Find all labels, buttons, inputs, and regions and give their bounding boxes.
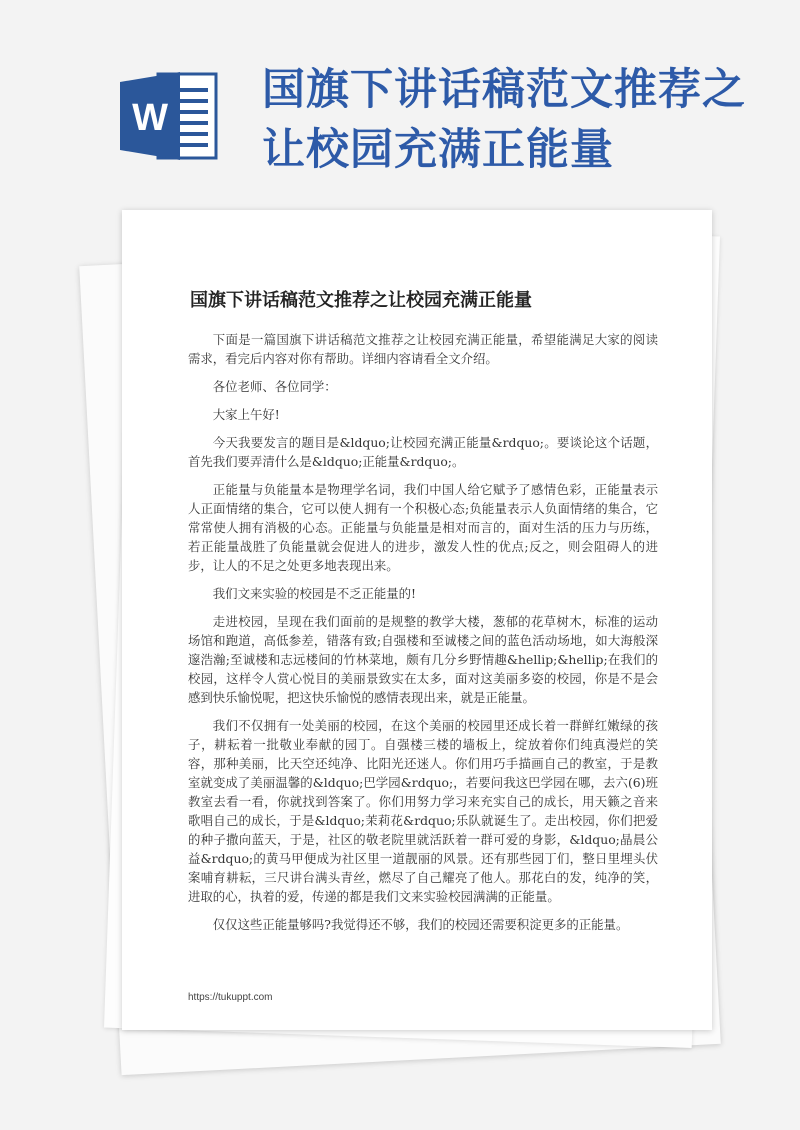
- paragraph: 我们不仅拥有一处美丽的校园，在这个美丽的校园里还成长着一群鲜红嫩绿的孩子，耕耘着一批敬业奉献的园丁。自强楼三楼的墙板上，绽放着你们纯真漫烂的笑容，那种美丽，比天空还纯净、比阳光还迷人。你们用巧手描画自己的教室，于是教室就变成了美丽温馨的&ldquo;巴学园&rdquo;，若要问我这巴学园在哪，去六(6)班教室去看一看，你就找到答案了。你们用努力学习来充实自己的成长，用天籁之音来歌唱自己的成长，于是&ldquo;茉莉花&rdquo;乐队就诞生了。走出校园，你们把爱的种子撒向蓝天，于是，社区的敬老院里就活跃着一群可爱的身影，&ldquo;晶晨公益&rdquo;的黄马甲便成为社区里一道靓丽的风景。还有那些园丁们，整日里埋头伏案哺育耕耘，三尺讲台满头青丝，燃尽了自己耀亮了他人。那花白的发，纯净的笑，进取的心，执着的爱，传递的都是我们文来实验校园满满的正能量。: [188, 718, 658, 904]
- document-title: 国旗下讲话稿范文推荐之让校园充满正能量: [190, 290, 532, 311]
- page-title: 国旗下讲话稿范文推荐之让校园充满正能量: [262, 65, 746, 175]
- paragraph: 仅仅这些正能量够吗?我觉得还不够，我们的校园还需要积淀更多的正能量。: [212, 917, 629, 932]
- paragraph: 下面是一篇国旗下讲话稿范文推荐之让校园充满正能量，希望能满足大家的阅读需求，看完后内容对你有帮助。详细内容请看全文介绍。: [188, 332, 658, 366]
- paragraph: 走进校园，呈现在我们面前的是规整的教学大楼，葱郁的花草树木，标准的运动场馆和跑道，高低参差，错落有致;自强楼和至诚楼之间的蓝色活动场地，如大海般深邃浩瀚;至诚楼和志远楼间的竹林菜地，颇有几分乡野情趣&hellip;&hellip;在我们的校园，这样令人赏心悦目的美丽景致实在太多，面对这美丽多姿的校园，你是不是会感到快乐愉悦呢，把这快乐愉悦的感情表现出来，就是正能量。: [188, 614, 658, 705]
- paragraph: 正能量与负能量本是物理学名词，我们中国人给它赋予了感情色彩，正能量表示人正面情绪的集合，它可以使人拥有一个积极心态;负能量表示人负面情绪的集合，它常常使人拥有消极的心态。正能量与负能量是相对而言的，面对生活的压力与历练，若正能量战胜了负能量就会促进人的进步，激发人性的优点;反之，则会阻碍人的进步，让人的不足之处更多地表现出来。: [188, 482, 658, 573]
- paragraph: 我们文来实验的校园是不乏正能量的!: [212, 586, 417, 601]
- paragraph: 各位老师、各位同学：: [212, 379, 337, 394]
- footer-url: https://tukuppt.com: [188, 992, 273, 1003]
- paragraph: 今天我要发言的题目是&ldquo;让校园充满正能量&rdquo;。要谈论这个话题，首先我们要弄清什么是&ldquo;正能量&rdquo;。: [188, 435, 658, 469]
- header: [0, 0, 800, 200]
- document-page: [122, 210, 712, 1030]
- word-document-icon: [120, 68, 220, 164]
- document-body: [188, 330, 658, 943]
- paragraph: 大家上午好!: [212, 407, 280, 422]
- svg-text:W: W: [132, 97, 168, 139]
